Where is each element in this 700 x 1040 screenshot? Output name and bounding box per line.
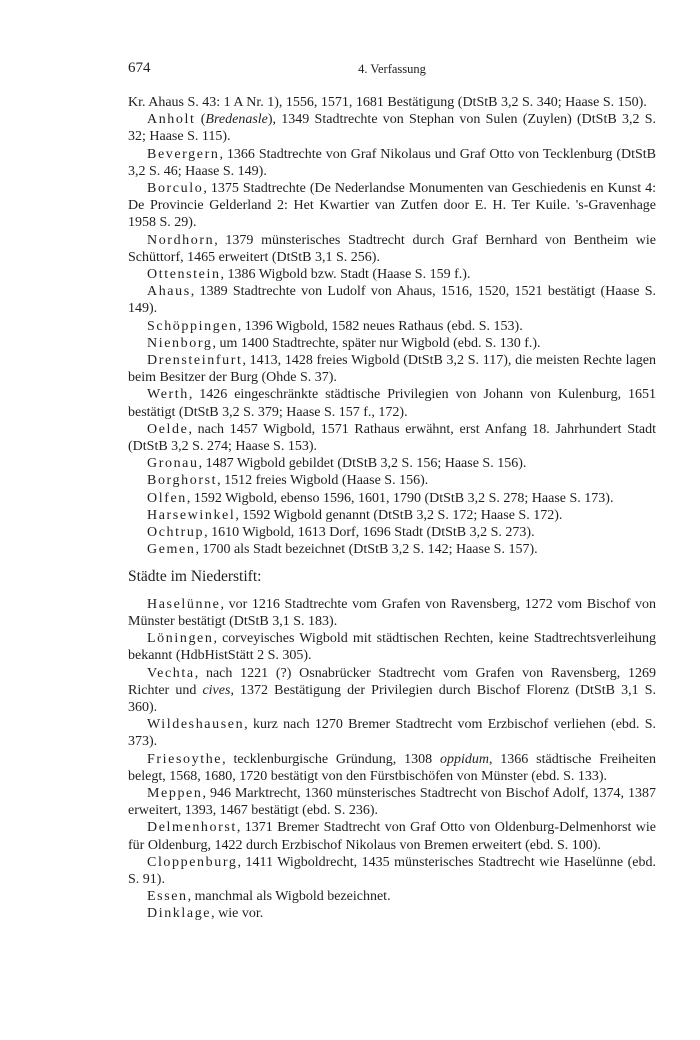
entry-italic-term: Bredenasle (205, 112, 268, 128)
town-name: Oelde (147, 421, 189, 437)
running-title: 4. Verfassung (358, 62, 426, 76)
entry-text: , 1386 Wigbold bzw. Stadt (Haase S. 159 f.). (220, 267, 471, 283)
town-entry (128, 266, 656, 283)
town-name: Nienborg (147, 335, 213, 351)
town-name: Ottenstein (147, 267, 221, 283)
entry-text: , 1700 als Stadt bezeichnet (DtStB 3,2 S. 142; Haase S. 157). (195, 542, 538, 558)
town-entry (128, 352, 656, 386)
town-entry (128, 819, 656, 853)
entry-text: , 1487 Wigbold gebildet (DtStB 3,2 S. 156; Haase S. 156). (198, 456, 527, 472)
town-name: Gronau (147, 456, 199, 472)
entry-italic-term: oppidum (439, 751, 489, 767)
entry-text: , 1426 eingeschränkte städtische Privilegien von Johann von Kulenburg, 1651 bestätigt (DtStB 3,2 S. 379; Haase S. 157 f., 172). (128, 387, 656, 420)
page-number: 674 (128, 60, 151, 76)
entry-text: , 1366 städtische Freiheiten belegt, 1568, 1680, 1720 bestätigt von den Fürstbischöfen von Münster (ebd. S. 133). (128, 751, 656, 784)
entry-text: , um 1400 Stadtrechte, später nur Wigbold (ebd. S. 130 f.). (212, 335, 541, 351)
town-entry (128, 386, 656, 420)
entry-text: , vor 1216 Stadtrechte vom Grafen von Ravensberg, 1272 vom Bischof von Münster bestätigt (DtStB 3,1 S. 183). (128, 596, 656, 629)
town-name: Friesoythe (147, 751, 223, 767)
town-name: Ahaus (147, 284, 191, 300)
town-name: Schöppingen (147, 318, 238, 334)
entry-text: , 1396 Wigbold, 1582 neues Rathaus (ebd. S. 153). (237, 318, 523, 334)
town-name: Gemen (147, 542, 196, 558)
entry-text: , 1366 Stadtrechte von Graf Nikolaus und Graf Otto von Tecklenburg (DtStB 3,2 S. 46; Haase S. 149). (128, 146, 656, 179)
entry-text: , 1512 freies Wigbold (Haase S. 156). (217, 473, 429, 489)
town-name: Werth (147, 387, 189, 403)
book-page (128, 60, 656, 923)
town-name: Borghorst (147, 473, 218, 489)
entry-text: ), 1349 Stadtrechte von Stephan von Sulen (Zuylen) (DtStB 3,2 S. 32; Haase S. 115). (128, 112, 656, 145)
entry-text: , 1389 Stadtrechte von Ludolf von Ahaus, 1516, 1520, 1521 bestätigt (Haase S. 149). (128, 284, 656, 317)
town-name: Nordhorn (147, 232, 215, 248)
town-entry (128, 232, 656, 266)
town-entry (128, 283, 656, 317)
town-entry (128, 524, 656, 541)
entry-text: , 1592 Wigbold, ebenso 1596, 1601, 1790 (DtStB 3,2 S. 278; Haase S. 173). (186, 490, 614, 506)
entry-continuation (128, 94, 656, 111)
entry-text: , 1592 Wigbold genannt (DtStB 3,2 S. 172; Haase S. 172). (235, 507, 563, 523)
entries-list-stift (128, 94, 656, 558)
entry-italic-term: cives (202, 682, 231, 698)
town-name: Wildeshausen (147, 717, 245, 733)
entry-text: , corveyisches Wigbold mit städtischen Rechten, keine Stadtrechtsverleihung bekannt (HdbHistStätt 2 S. 305). (128, 631, 656, 664)
town-entry (128, 905, 656, 922)
town-name: Drensteinfurt (147, 353, 243, 369)
town-entry (128, 180, 656, 232)
town-entry (128, 318, 656, 335)
entry-text: , 1411 Wigboldrecht, 1435 münsterisches Stadtrecht wie Haselünne (ebd. S. 91). (128, 854, 656, 887)
entry-text: , 1375 Stadtrechte (De Nederlandse Monumenten van Geschiedenis en Kunst 4: De Provincie Gelderland 2: Het Kwartier van Zutfen door E. H. Ter Kuile. 's-Gravenhage 1958 S. 29). (128, 181, 656, 231)
town-entry (128, 665, 656, 717)
town-entry (128, 630, 656, 664)
town-name: Vechta (147, 665, 195, 681)
town-entry (128, 785, 656, 819)
entry-text: , wie vor. (211, 906, 264, 922)
entry-text: , 946 Marktrecht, 1360 münsterisches Stadtrecht von Bischof Adolf, 1374, 1387 erweitert, 1393, 1467 bestätigt (ebd. S. 236). (128, 785, 656, 819)
entry-text: , 1371 Bremer Stadtrecht von Graf Otto von Oldenburg-Delmenhorst wie für Oldenburg, 1422 durch Erzbischof Nikolaus von Bremen erweitert (ebd. S. 100). (128, 820, 656, 853)
town-name: Haselünne (147, 596, 221, 612)
town-name: Harsewinkel (147, 507, 236, 523)
town-name: Cloppenburg (147, 854, 238, 870)
entry-text: , kurz nach 1270 Bremer Stadtrecht vom Erzbischof verliehen (ebd. S. 373). (128, 717, 656, 750)
town-name: Delmenhorst (147, 820, 237, 836)
town-entry (128, 146, 656, 180)
town-entry (128, 335, 656, 352)
entry-text: , 1379 münsterisches Stadtrecht durch Graf Bernhard von Bentheim wie Schüttorf, 1465 erweitert (DtStB 3,1 S. 256). (128, 232, 656, 265)
town-name: Borculo (147, 181, 204, 197)
page-body (128, 94, 656, 923)
entry-text: Kr. Ahaus S. 43: 1 A Nr. 1), 1556, 1571, 1681 Bestätigung (DtStB 3,2 S. 340; Haase S. 150). (128, 95, 647, 110)
town-name: Meppen (147, 785, 203, 801)
entry-text: , 1610 Wigbold, 1613 Dorf, 1696 Stadt (DtStB 3,2 S. 273). (204, 525, 535, 541)
entry-text: , 1372 Bestätigung der Privilegien durch Bischof Florenz (DtStB 3,1 S. 360). (128, 682, 656, 715)
entry-text: , nach 1221 (?) Osnabrücker Stadtrecht vom Grafen von Ravensberg, 1269 Richter und (128, 665, 656, 698)
entry-text: , 1413, 1428 freies Wigbold (DtStB 3,2 S. 117), die meisten Rechte lagen beim Besitzer der Burg (Ohde S. 37). (128, 353, 656, 386)
entry-text: ( (195, 112, 206, 128)
town-entry (128, 888, 656, 905)
entry-text: , nach 1457 Wigbold, 1571 Rathaus erwähnt, erst Anfang 18. Jahrhundert Stadt (DtStB 3,2 S. 274; Haase S. 153). (128, 421, 656, 455)
town-name: Olfen (147, 490, 187, 506)
town-entry (128, 541, 656, 558)
town-name: Anholt (147, 112, 196, 128)
town-entry (128, 490, 656, 507)
town-entry (128, 421, 656, 455)
entries-list-niederstift (128, 596, 656, 923)
entry-text: , tecklenburgische Gründung, 1308 (222, 751, 440, 767)
section-heading: Städte im Niederstift: (128, 568, 262, 586)
town-entry (128, 596, 656, 630)
town-entry (128, 854, 656, 888)
town-name: Dinklage (147, 906, 212, 922)
town-name: Löningen (147, 631, 214, 647)
town-entry (128, 472, 656, 489)
town-entry (128, 716, 656, 750)
town-entry (128, 455, 656, 472)
page-header (128, 60, 656, 82)
town-name: Bevergern (147, 146, 220, 162)
town-entry (128, 507, 656, 524)
town-name: Ochtrup (147, 525, 205, 541)
town-name: Essen (147, 889, 188, 905)
entry-text: , manchmal als Wigbold bezeichnet. (187, 889, 391, 905)
town-entry (128, 751, 656, 785)
town-entry (128, 111, 656, 145)
